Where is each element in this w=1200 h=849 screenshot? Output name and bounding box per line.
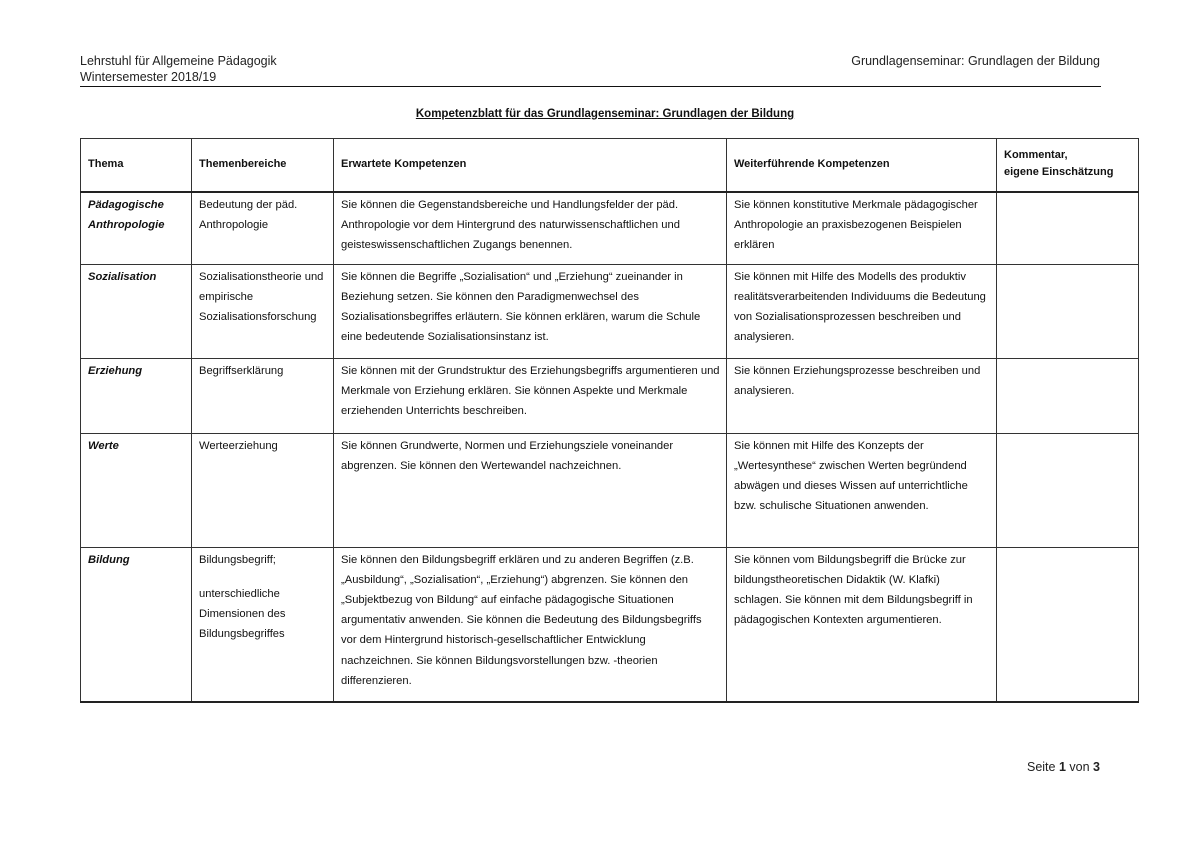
thema-cell: [81, 433, 192, 547]
table-row: [81, 358, 1139, 433]
page-label-prefix: Seite: [1026, 760, 1056, 774]
header-divider: [80, 86, 1101, 87]
themenbereich-cell: Begriffserklärung: [192, 358, 334, 433]
header-left: [80, 53, 277, 85]
table-header-row: [81, 139, 1139, 193]
thema-label: Erziehung: [88, 364, 143, 377]
page-label-mid: von: [1069, 760, 1090, 774]
column-header-thema: Thema: [81, 139, 192, 193]
column-header-themenbereiche: Themenbereiche: [192, 139, 334, 193]
erwartete-cell: Sie können die Begriffe „Sozialisation“ und „Erziehung“ zueinander in Beziehung setzen. Sie können den Paradigmenwechsel des Sozialisationsbegriffes erläutern. Sie können erklären, warum die Schule eine bedeutende Sozialisationsinstanz ist.: [334, 264, 727, 358]
document-title: Kompetenzblatt für das Grundlagenseminar: Grundlagen der Bildung: [415, 108, 795, 120]
thema-label-line2: Anthropologie: [88, 219, 165, 232]
erwartete-cell: Sie können den Bildungsbegriff erklären und zu anderen Begriffen (z.B. „Ausbildung“, „Sozialisation“, „Erziehung“) abgrenzen. Sie können den „Subjektbezug von Bildung“ auf einfache pädagogische Situationen argumentativ anwenden. Sie können die Bedeutung des Bildungsbegriffs vor dem Hintergrund historisch-gesellschaftlicher Entwicklung nachzeichnen. Sie können Bildungsvorstellungen bzw. -theorien differenzieren.: [334, 547, 727, 702]
total-pages: 3: [1093, 760, 1100, 774]
column-header-erwartete: Erwartete Kompetenzen: [334, 139, 727, 193]
thema-cell: [81, 192, 192, 264]
thema-cell: [81, 547, 192, 702]
thema-label: Werte: [88, 439, 119, 452]
column-header-kommentar: [997, 139, 1139, 193]
themenbereich-gap: [199, 570, 327, 584]
column-header-kommentar-line1: Kommentar,: [1004, 149, 1068, 161]
erwartete-cell: Sie können Grundwerte, Normen und Erziehungsziele voneinander abgrenzen. Sie können den Wertewandel nachzeichnen.: [334, 433, 727, 547]
institution-name: Lehrstuhl für Allgemeine Pädagogik: [80, 54, 277, 68]
thema-label: Pädagogische: [88, 199, 164, 211]
table-row: [81, 433, 1139, 547]
current-page: 1: [1058, 760, 1066, 774]
semester-label: Wintersemester 2018/19: [80, 70, 217, 84]
competence-table: [80, 138, 1139, 703]
thema-cell: [81, 358, 192, 433]
kommentar-cell[interactable]: [997, 358, 1139, 433]
erwartete-cell: Sie können mit der Grundstruktur des Erziehungsbegriffs argumentieren und Merkmale von Erziehung erklären. Sie können Aspekte und Merkmale erziehenden Unterrichts beschreiben.: [334, 358, 727, 433]
erwartete-cell: Sie können die Gegenstandsbereiche und Handlungsfelder der päd. Anthropologie vor dem Hintergrund des naturwissenschaftlichen und geisteswissenschaftlichen Zugangs benennen.: [334, 192, 727, 264]
weiterfuehrende-cell: Sie können mit Hilfe des Konzepts der „Wertesynthese“ zwischen Werten begründend abwägen und dieses Wissen auf unterrichtliche bzw. schulische Situationen anwenden.: [727, 433, 997, 547]
column-header-kommentar-line2: eigene Einschätzung: [1004, 166, 1114, 178]
themenbereich-cell: Werteerziehung: [192, 433, 334, 547]
weiterfuehrende-cell: Sie können mit Hilfe des Modells des produktiv realitätsverarbeitenden Individuums die Bedeutung von Sozialisationsprozessen beschreiben und analysieren.: [727, 264, 997, 358]
kommentar-cell[interactable]: [997, 264, 1139, 358]
kommentar-cell[interactable]: [997, 547, 1139, 702]
themenbereich-cell: Sozialisationstheorie und empirische Sozialisationsforschung: [192, 264, 334, 358]
kommentar-cell[interactable]: [997, 433, 1139, 547]
table-row: [81, 264, 1139, 358]
thema-label: Sozialisation: [88, 270, 157, 283]
column-header-weiterfuehrende: Weiterführende Kompetenzen: [727, 139, 997, 193]
themenbereich-cell: [192, 547, 334, 702]
course-name: Grundlagenseminar: Grundlagen der Bildung: [851, 54, 1100, 68]
themenbereich-cell: Bedeutung der päd. Anthropologie: [192, 192, 334, 264]
weiterfuehrende-cell: Sie können vom Bildungsbegriff die Brücke zur bildungstheoretischen Didaktik (W. Klafki) schlagen. Sie können mit dem Bildungsbegriff in pädagogischen Kontexten argumentieren.: [727, 547, 997, 702]
weiterfuehrende-cell: Sie können konstitutive Merkmale pädagogischer Anthropologie an praxisbezogenen Beispielen erklären: [727, 192, 997, 264]
themenbereich-label-2: unterschiedliche Dimensionen des Bildungsbegriffes: [199, 587, 286, 641]
themenbereich-label: Bildungsbegriff;: [199, 553, 276, 566]
thema-label: Bildung: [88, 553, 130, 566]
weiterfuehrende-cell: Sie können Erziehungsprozesse beschreiben und analysieren.: [727, 358, 997, 433]
page-number: [1027, 760, 1100, 774]
thema-cell: [81, 264, 192, 358]
table-row: [81, 547, 1139, 702]
kommentar-cell[interactable]: [997, 192, 1139, 264]
table-row: [81, 192, 1139, 264]
